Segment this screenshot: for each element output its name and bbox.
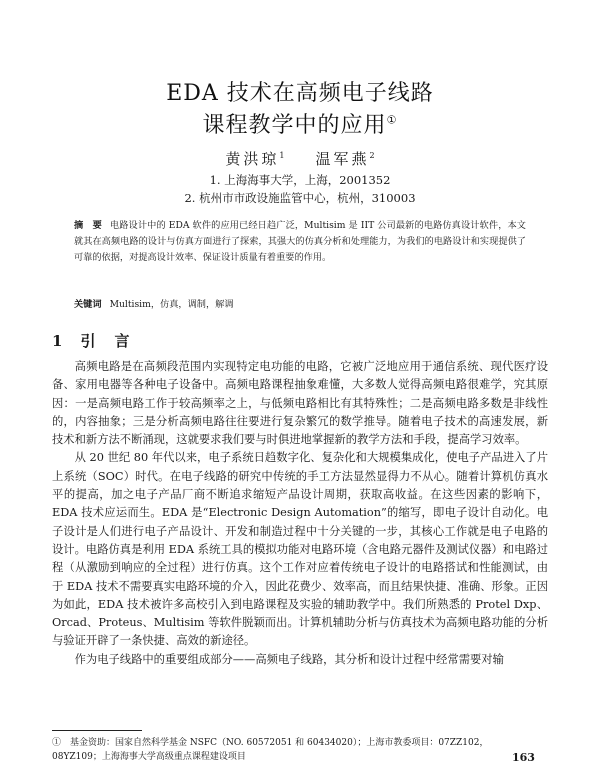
title-footnote-mark: ①	[386, 113, 398, 127]
author-affiliation-mark: 1	[279, 151, 285, 160]
paragraph: 高频电路是在高频段范围内实现特定电功能的电路，它被广泛地应用于通信系统、现代医疗设备、家用电器等各种电子设备中。高频电路课程抽象难懂，大多数人觉得高频电路很难学，究其原因：一是高频电路工作于较高频率之上，与低频电路相比有其特殊性；二是高频电路多数是非线性的，内容抽象；三是分析高频电路往往要进行复杂繁冗的数学推导。随着电子技术的高速发展，新技术和新方法不断涌现，这就要求我们要与时俱进地掌握新的教学方法和手段，提高学习效率。	[52, 360, 548, 447]
author-name: 黄洪琼	[225, 150, 280, 168]
footnote-divider	[52, 730, 142, 731]
title-line-1: EDA 技术在高频电子线路	[166, 81, 434, 106]
affiliation-1: 1. 上海海事大学，上海，2001352	[209, 173, 391, 187]
section-heading	[52, 330, 131, 351]
paragraph: 从 20 世纪 80 年代以来，电子系统日趋数字化、复杂化和大规模集成化，使电子产品进入了片上系统（SOC）时代。在电子线路的研究中传统的手工方法显然显得力不从心。随着计算机仿真水平的提高，加之电子产品厂商不断追求缩短产品设计周期，获取高收益。在这些因素的影响下，EDA 技术应运而生。EDA 是“Electronic Design Automation”的缩写，即电子设计自动化。电子设计是人们进行电子产品设计、开发和制造过程中十分关键的一步，其核心工作就是电子电路的设计。电路仿真是利用 EDA 系统工具的模拟功能对电路环境（含电路元器件及测试仪器）和电路过程（从激励到响应的全过程）进行仿真。这个工作对应着传统电子设计的电路搭试和性能测试，由于 EDA 技术不需要真实电路环境的介入，因此花费少、效率高，而且结果快捷、准确、形象。正因为如此，EDA 技术被许多高校引入到电路课程及实验的辅助教学中。我们所熟悉的 Protel Dxp、Orcad、Proteus、Multisim 等软件脱颖而出。计算机辅助分析与仿真技术为高频电路功能的分析与验证开辟了一条快捷、高效的新途径。	[52, 451, 548, 648]
author-name: 温军燕	[315, 150, 370, 168]
keywords	[74, 296, 526, 310]
paragraph: 作为电子线路中的重要组成部分——高频电子线路，其分析和设计过程中经常需要对输	[74, 652, 504, 666]
keywords-label: 关键词	[74, 299, 102, 310]
title-line-2-text: 课程教学中的应用	[202, 113, 387, 138]
footnote-line: 08YZ109；上海海事大学高级重点课程建设项目	[52, 752, 246, 762]
section-number: 1	[52, 332, 65, 350]
author-affiliation-mark: 2	[369, 151, 375, 160]
section-title: 引 言	[80, 332, 132, 350]
affiliation-2: 2. 杭州市市政设施监管中心，杭州，310003	[184, 191, 416, 205]
keywords-text: Multisim，仿真，调制，解调	[109, 299, 234, 310]
author-list	[0, 148, 600, 169]
abstract	[74, 218, 526, 266]
title-line-2	[0, 108, 600, 139]
footnote	[52, 736, 548, 764]
abstract-text: 电路设计中的 EDA 软件的应用已经日趋广泛，Multisim 是 IIT 公司最新的电路仿真设计软件，本文就其在高频电路的设计与仿真方面进行了探索，其强大的仿真分析和处理能力，为我们的电路设计和实现提供了可靠的依据，对提高设计效率、保证设计质量有着重要的作用。	[74, 220, 526, 263]
page-number: 163	[512, 751, 535, 764]
footnote-line: ① 基金资助：国家自然科学基金 NSFC（NO. 60572051 和 60434020）；上海市教委项目：07ZZ102，	[52, 738, 489, 748]
body-text	[52, 358, 548, 669]
abstract-label: 摘 要	[74, 220, 102, 231]
